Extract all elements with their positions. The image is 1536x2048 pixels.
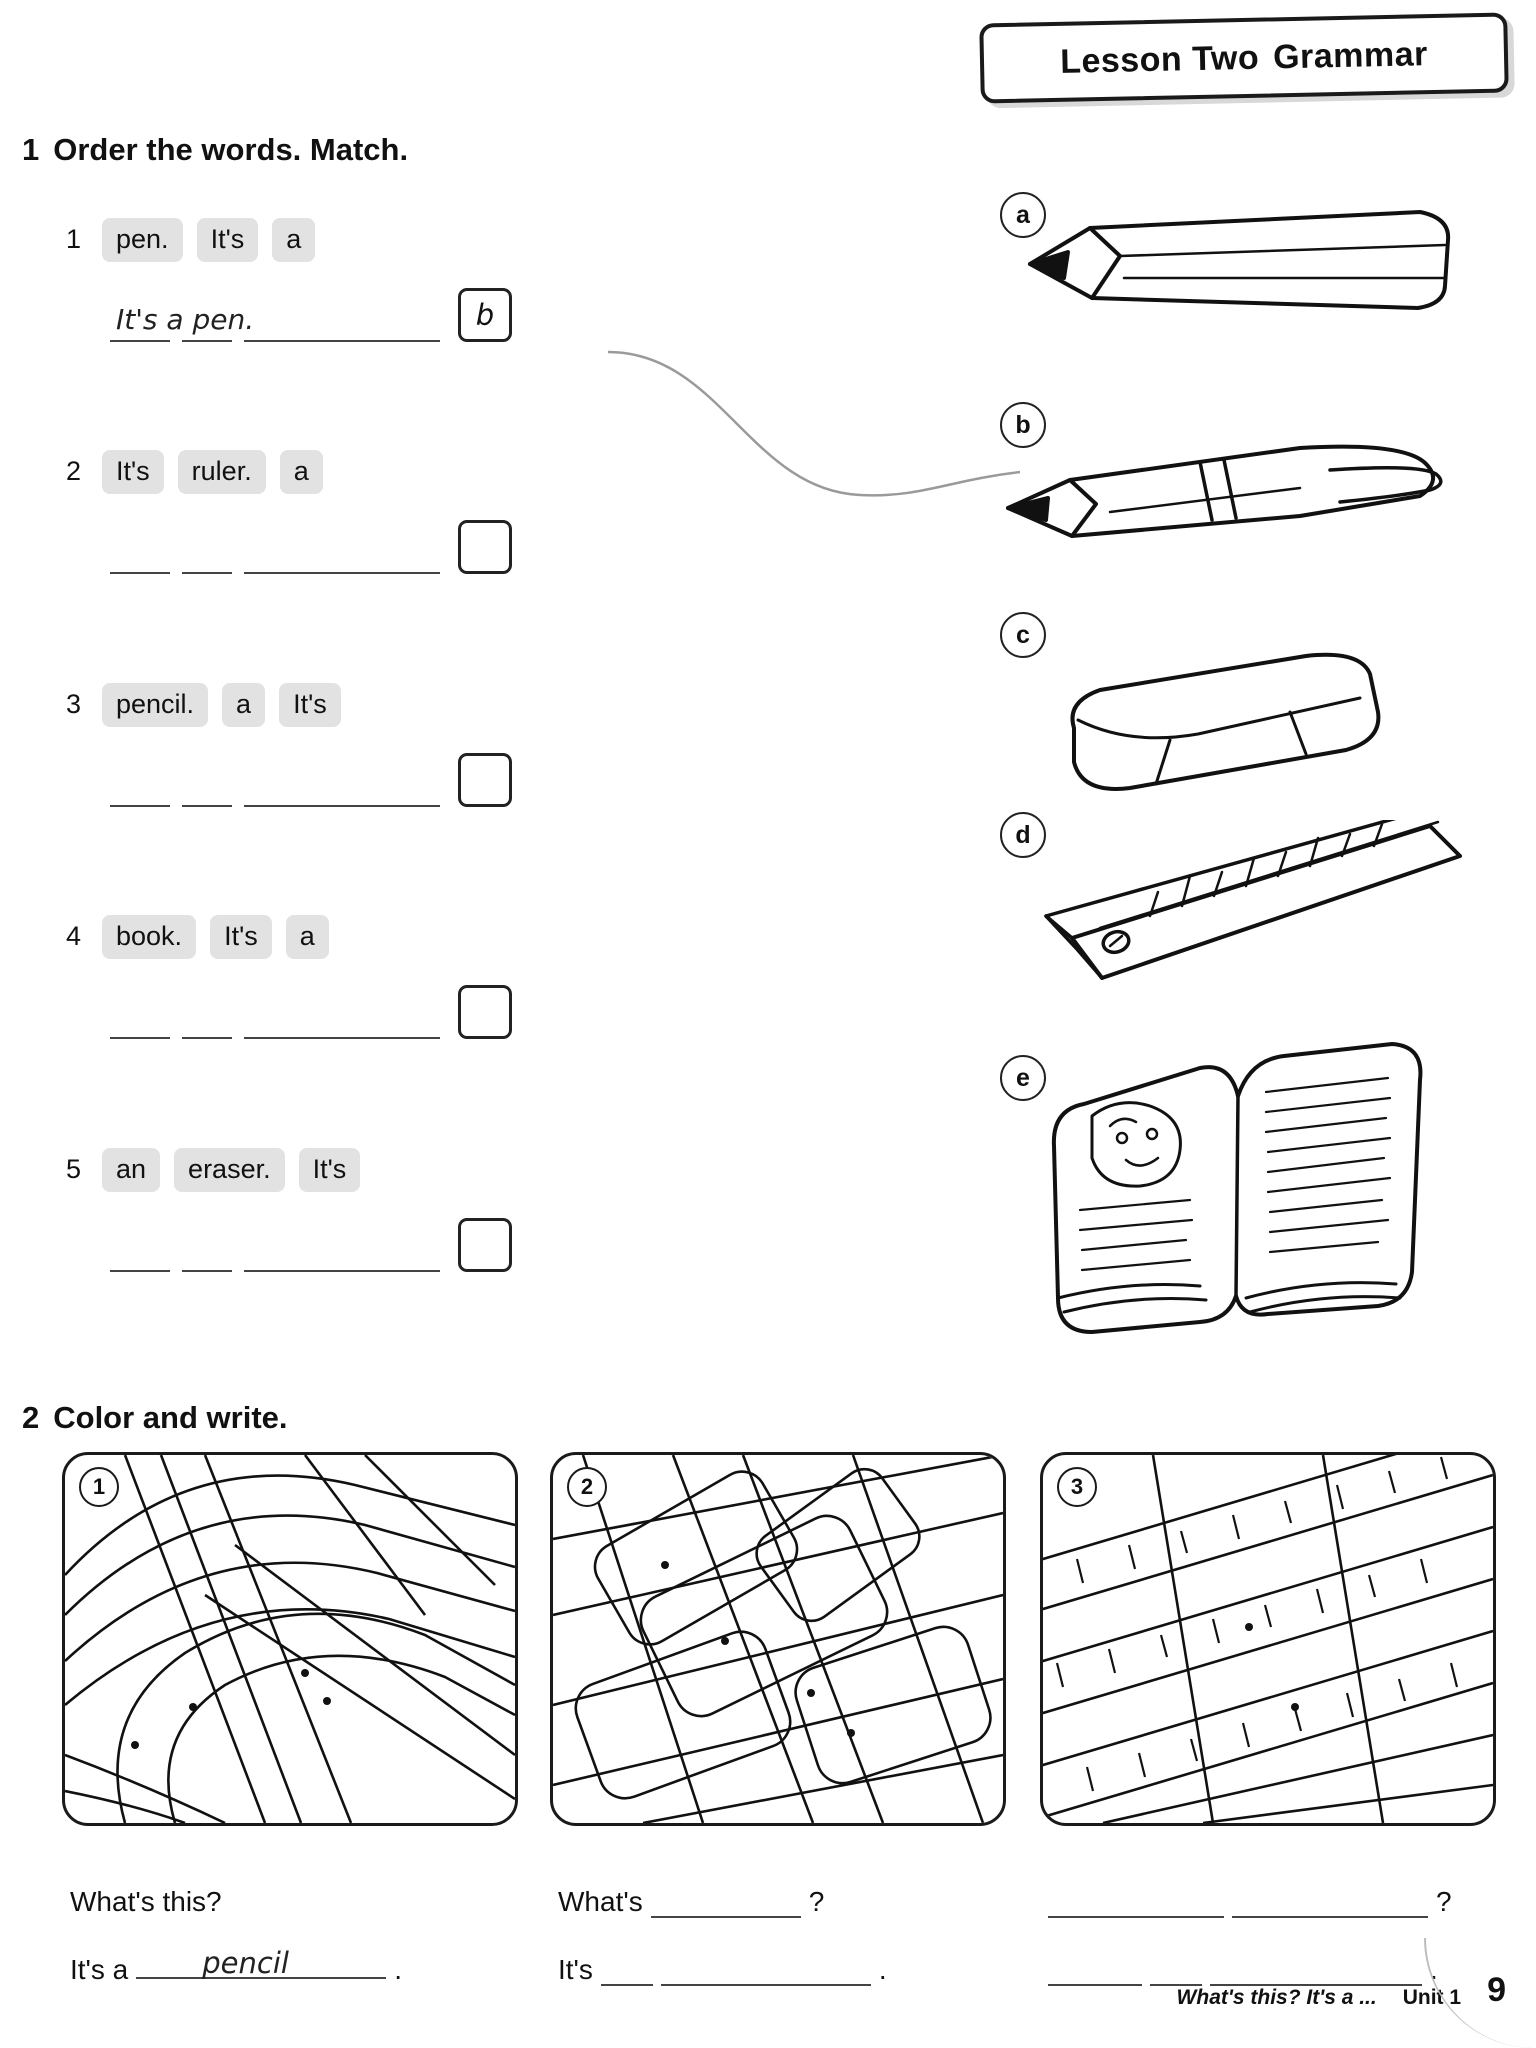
write-2-answer-input-b[interactable] — [661, 1954, 871, 1986]
write-3-question-input-a[interactable] — [1048, 1886, 1224, 1918]
match-box-2[interactable] — [458, 520, 512, 574]
write-2-question-input[interactable] — [651, 1886, 801, 1918]
question-3-chips — [66, 683, 512, 727]
write-1-answer-word: pencil — [202, 1946, 289, 1980]
lesson-label: Lesson Two — [1059, 38, 1260, 81]
exercise-1-title: Order the words. Match. — [53, 132, 409, 167]
question-5-index: 5 — [66, 1154, 82, 1185]
pen-illustration — [1000, 440, 1460, 560]
word-chip[interactable]: a — [272, 218, 315, 262]
color-card-3-puzzle — [1043, 1455, 1493, 1823]
word-chip[interactable]: It's — [299, 1148, 361, 1192]
question-4-chips — [66, 915, 512, 959]
write-1-question-text: What's this? — [70, 1886, 222, 1917]
write-2-question-prefix: What's — [558, 1886, 643, 1917]
write-1-answer — [70, 1944, 490, 1986]
color-card-2-number: 2 — [567, 1467, 607, 1507]
question-3-answer-row — [66, 753, 512, 807]
write-3-answer-suffix: . — [1430, 1954, 1438, 1985]
word-chip[interactable]: It's — [197, 218, 259, 262]
color-card-3-number: 3 — [1057, 1467, 1097, 1507]
word-chip[interactable]: eraser. — [174, 1148, 285, 1192]
match-connector-line — [600, 300, 1030, 550]
write-3-question — [1048, 1876, 1478, 1918]
question-item-1 — [66, 218, 512, 342]
footer-phrase: What's this? It's a ... — [1176, 1986, 1377, 2009]
write-2-answer-input-a[interactable] — [601, 1954, 653, 1986]
question-4-index: 4 — [66, 921, 82, 952]
write-1-answer-input[interactable] — [136, 1947, 386, 1986]
answer-input-5[interactable] — [110, 1228, 440, 1272]
write-1-answer-prefix: It's a — [70, 1954, 129, 1985]
write-2-answer-suffix: . — [878, 1954, 887, 1985]
question-item-4 — [66, 915, 512, 1039]
word-chip[interactable]: book. — [102, 915, 196, 959]
word-chip[interactable]: a — [286, 915, 329, 959]
write-3-question-input-b[interactable] — [1232, 1886, 1428, 1918]
word-chip[interactable]: pencil. — [102, 683, 208, 727]
picture-letter-d: d — [1000, 812, 1046, 858]
word-chip[interactable]: a — [222, 683, 265, 727]
match-box-1[interactable]: b — [458, 288, 512, 342]
write-1-answer-suffix: . — [394, 1954, 403, 1985]
footer-unit: Unit 1 — [1402, 1986, 1462, 2009]
section-label: Grammar — [1272, 34, 1429, 76]
question-1-answer-row — [66, 288, 512, 342]
write-2-question-suffix: ? — [808, 1886, 825, 1917]
color-card-1-puzzle — [65, 1455, 515, 1823]
question-2-answer-row — [66, 520, 512, 574]
match-box-4[interactable] — [458, 985, 512, 1039]
question-1-chips — [66, 218, 512, 262]
footer-page-number: 9 — [1487, 1971, 1506, 2009]
exercise-2-number: 2 — [22, 1400, 40, 1435]
picture-c — [1000, 612, 1046, 658]
question-5-chips — [66, 1148, 512, 1192]
book-illustration — [1040, 1040, 1440, 1350]
question-item-2 — [66, 450, 512, 574]
color-card-3[interactable] — [1040, 1452, 1496, 1826]
write-1-question — [70, 1876, 490, 1918]
answer-input-1[interactable] — [110, 298, 440, 342]
question-3-index: 3 — [66, 689, 82, 720]
color-card-1-number: 1 — [79, 1467, 119, 1507]
color-card-1[interactable] — [62, 1452, 518, 1826]
answer-input-3[interactable] — [110, 763, 440, 807]
word-chip[interactable]: It's — [102, 450, 164, 494]
write-block-1 — [70, 1876, 490, 1986]
exercise-2-title: Color and write. — [53, 1400, 288, 1435]
picture-letter-c: c — [1000, 612, 1046, 658]
word-chip[interactable]: It's — [279, 683, 341, 727]
word-chip[interactable]: an — [102, 1148, 160, 1192]
exercise-1-heading — [22, 132, 408, 168]
lesson-banner — [979, 12, 1509, 103]
question-2-index: 2 — [66, 456, 82, 487]
question-item-5 — [66, 1148, 512, 1272]
word-chip[interactable]: pen. — [102, 218, 183, 262]
question-item-3 — [66, 683, 512, 807]
color-card-2[interactable] — [550, 1452, 1006, 1826]
write-block-3 — [1048, 1876, 1478, 1986]
answer-input-4[interactable] — [110, 995, 440, 1039]
question-2-chips — [66, 450, 512, 494]
answer-input-2[interactable] — [110, 530, 440, 574]
exercise-2-heading — [22, 1400, 288, 1436]
match-box-5[interactable] — [458, 1218, 512, 1272]
question-1-index: 1 — [66, 224, 82, 255]
write-3-answer-input-a[interactable] — [1048, 1954, 1142, 1986]
write-3-question-suffix: ? — [1436, 1886, 1452, 1917]
picture-letter-a: a — [1000, 192, 1046, 238]
match-box-3[interactable] — [458, 753, 512, 807]
word-chip[interactable]: a — [280, 450, 323, 494]
question-4-answer-row — [66, 985, 512, 1039]
pencil-illustration — [1020, 200, 1460, 330]
page-corner-curl — [1424, 1938, 1536, 2048]
picture-letter-e: e — [1000, 1055, 1046, 1101]
word-chip[interactable]: ruler. — [178, 450, 266, 494]
write-2-answer — [558, 1944, 978, 1986]
write-2-answer-prefix: It's — [558, 1954, 593, 1985]
exercise-1-number: 1 — [22, 132, 40, 167]
color-card-2-puzzle — [553, 1455, 1003, 1823]
ruler-illustration — [1030, 820, 1470, 1000]
question-5-answer-row — [66, 1218, 512, 1272]
eraser-illustration — [1060, 650, 1390, 800]
word-chip[interactable]: It's — [210, 915, 272, 959]
picture-letter-b: b — [1000, 402, 1046, 448]
write-2-question — [558, 1876, 978, 1918]
write-block-2 — [558, 1876, 978, 1986]
answer-1-text: It's a pen. — [116, 302, 255, 336]
